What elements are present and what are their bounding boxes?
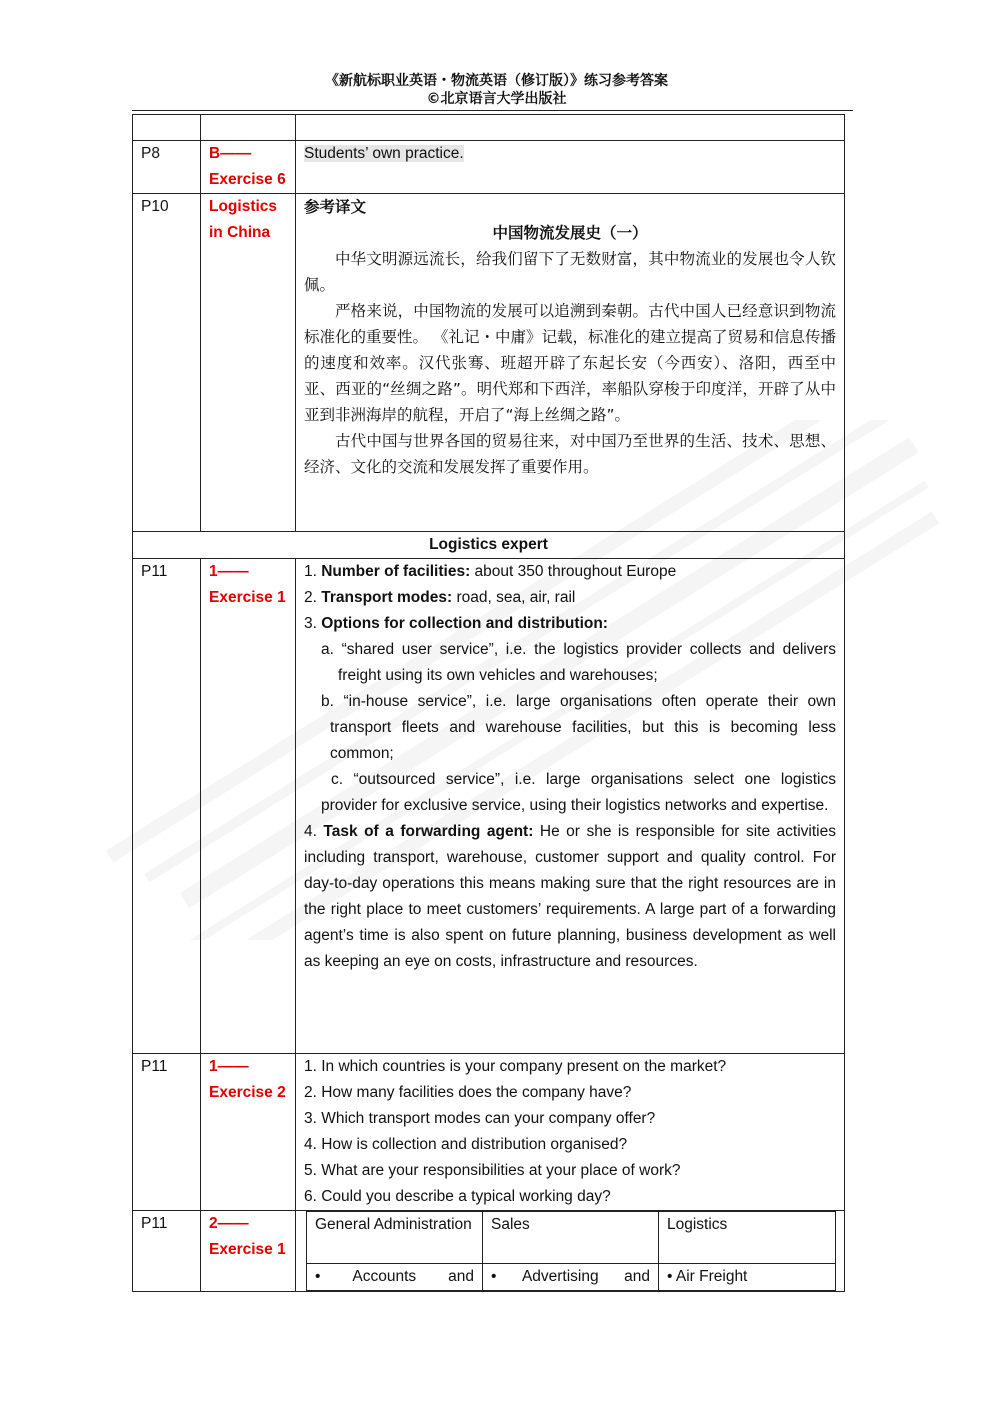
- department-header: General Administration: [307, 1212, 483, 1264]
- table-row: [133, 559, 845, 1054]
- section-label: Logistics: [209, 198, 278, 215]
- table-row: [133, 1211, 845, 1292]
- document-header: [0, 72, 993, 108]
- answer-table: [132, 114, 845, 1292]
- exercise-cell: [201, 1054, 296, 1211]
- department-header: Logistics: [659, 1212, 836, 1264]
- answer-item: 3. Options for collection and distribution:: [304, 615, 608, 632]
- department-table: [306, 1211, 836, 1291]
- department-item: • Air Freight: [659, 1264, 836, 1291]
- table-row: [133, 532, 845, 559]
- answer-item: 1. Number of facilities: about 350 throughout Europe: [304, 563, 677, 580]
- header-title: 《新航标职业英语・物流英语（修订版）》练习参考答案: [325, 73, 668, 89]
- question-item: 2. How many facilities does the company have?: [304, 1084, 632, 1101]
- table-row: [133, 194, 845, 532]
- translation-subtitle: 中国物流发展史（一）: [492, 224, 648, 242]
- translation-paragraph: 古代中国与世界各国的贸易往来，对中国乃至世界的生活、技术、思想、经济、文化的交流和发展发挥了重要作用。: [304, 432, 836, 476]
- section-heading: Logistics expert: [133, 532, 845, 559]
- header-publisher: ©北京语言大学出版社: [426, 91, 567, 107]
- answer-text: Students’ own practice.: [304, 145, 464, 162]
- question-item: 4. How is collection and distribution organised?: [304, 1136, 628, 1153]
- translation-paragraph: 中华文明源远流长，给我们留下了无数财富，其中物流业的发展也令人钦佩。: [304, 250, 836, 294]
- answer-option: b. “in-house service”, i.e. large organisations often operate their own transport fleets and warehouse facilities, but this is becoming less common;: [321, 693, 836, 762]
- answer-option: a. “shared user service”, i.e. the logistics provider collects and delivers freight using its own vehicles and warehouses;: [321, 641, 836, 684]
- answer-cell: [296, 141, 845, 194]
- answer-option: c. “outsourced service”, i.e. large organisations select one logistics provider for exclusive service, using their logistics networks and expertise.: [321, 771, 836, 814]
- answer-item: 4. Task of a forwarding agent: He or she is responsible for site activities including transport, warehouse, customer support and quality control. For day-to-day operations this means making sure that the right resources are in the right place to meet customers’ requirements. A large part of a forwarding agent’s time is also spent on future planning, business development as well as keeping an eye on costs, infrastructure and resources.: [304, 823, 836, 970]
- section-label: 2——: [209, 1215, 249, 1232]
- exercise-label: Exercise 2: [209, 1084, 286, 1101]
- translation-cell: [296, 194, 845, 532]
- page-cell: P11: [133, 1054, 201, 1211]
- question-item: 1. In which countries is your company present on the market?: [304, 1058, 727, 1075]
- question-item: 5. What are your responsibilities at your place of work?: [304, 1162, 681, 1179]
- section-label: 1——: [209, 563, 249, 580]
- department-item: • Advertising and: [483, 1264, 659, 1291]
- exercise-cell: [201, 1211, 296, 1292]
- section-label: B——: [209, 145, 252, 162]
- question-item: 6. Could you describe a typical working day?: [304, 1188, 611, 1205]
- table-row: [133, 1054, 845, 1211]
- page-cell: P11: [133, 1211, 201, 1292]
- question-item: 3. Which transport modes can your company offer?: [304, 1110, 656, 1127]
- translation-heading: 参考译文: [304, 198, 367, 216]
- page-cell: P11: [133, 559, 201, 1054]
- department-item: • Accounts and: [307, 1264, 483, 1291]
- section-label: 1——: [209, 1058, 249, 1075]
- table-row: [133, 141, 845, 194]
- header-rule: [132, 110, 853, 111]
- department-header: Sales: [483, 1212, 659, 1264]
- page-cell: P8: [133, 141, 201, 194]
- table-row: [133, 115, 845, 141]
- exercise-cell: [201, 141, 296, 194]
- exercise-cell: [201, 194, 296, 532]
- exercise-label: Exercise 1: [209, 589, 286, 606]
- page-cell: P10: [133, 194, 201, 532]
- answer-item: 2. Transport modes: road, sea, air, rail: [304, 589, 576, 606]
- answer-cell: [296, 559, 845, 1054]
- answer-cell: [296, 1211, 845, 1292]
- translation-paragraph: 严格来说，中国物流的发展可以追溯到秦朝。古代中国人已经意识到物流标准化的重要性。 《礼记・中庸》记载，标准化的建立提高了贸易和信息传播的速度和效率。汉代张骞、班超开辟了东起长安（今西安）、洛阳，西至中亚、西亚的“丝绸之路”。明代郑和下西洋，率船队穿梭于印度洋，开辟了从中亚到非洲海岸的航程，开启了“海上丝绸之路”。: [304, 302, 836, 424]
- exercise-label: in China: [209, 224, 271, 241]
- answer-cell: [296, 1054, 845, 1211]
- exercise-label: Exercise 1: [209, 1241, 286, 1258]
- exercise-label: Exercise 6: [209, 171, 286, 188]
- exercise-cell: [201, 559, 296, 1054]
